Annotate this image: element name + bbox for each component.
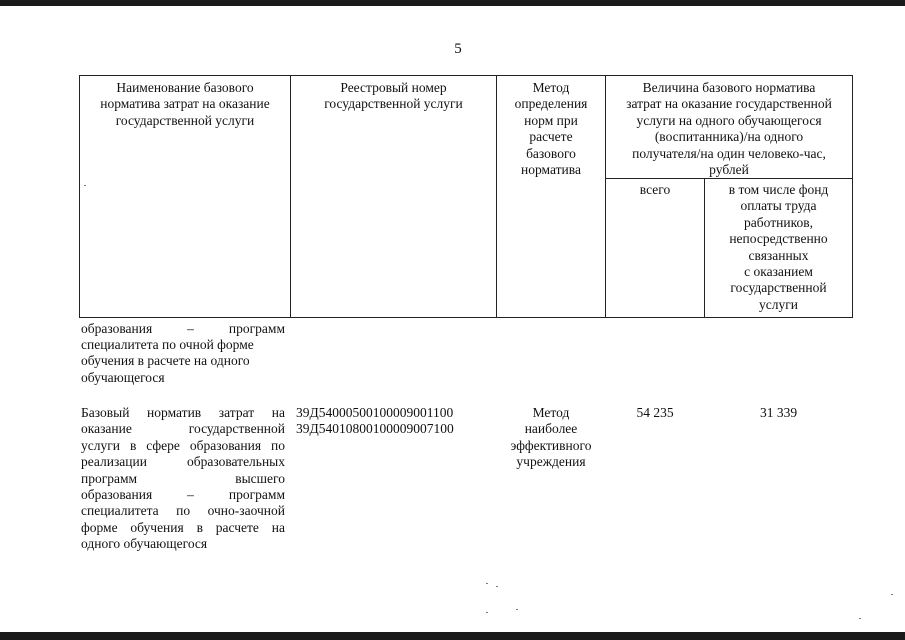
row-registry-numbers: 39Д54000500100009001100 39Д54010800100009007100 xyxy=(296,405,454,437)
scan-top-edge xyxy=(0,0,905,6)
header-service-name: Наименование базового норматива затрат на оказание государственной услуги xyxy=(100,80,270,128)
continuation-line-1: образования – программ xyxy=(81,321,285,336)
col-border-4 xyxy=(704,178,705,318)
row-name-line: реализации образовательных xyxy=(81,454,285,469)
header-normative-value: Величина базового норматива затрат на оказание государственной услуги на одного обучающегося (воспитанника)/на одного получателя/на один человеко-час, рублей xyxy=(626,80,832,178)
row-name-last-line: одного обучающегося xyxy=(81,536,208,551)
scan-speck xyxy=(516,609,518,610)
header-method: Метод определения норм при расчете базового норматива xyxy=(514,80,588,178)
col-border-right xyxy=(852,75,853,318)
row-name-line: Базовый норматив затрат на xyxy=(81,405,285,420)
row-total-value: 54 235 xyxy=(636,405,674,420)
col-border-1 xyxy=(290,75,291,318)
header-total: всего xyxy=(639,182,671,197)
row-name-line: образования – программ xyxy=(81,487,285,502)
scan-speck xyxy=(496,586,498,587)
row-method: Метод наиболее эффективного учреждения xyxy=(510,405,592,470)
row-name-line: форме обучения в расчете на xyxy=(81,520,285,535)
row-name-line: программ высшего xyxy=(81,471,285,486)
scan-bottom-edge xyxy=(0,632,905,640)
table-bottom-border xyxy=(79,317,853,318)
table-top-border xyxy=(79,75,853,76)
scan-speck xyxy=(486,612,488,613)
col-border-3 xyxy=(605,75,606,318)
scan-speck xyxy=(891,594,893,595)
header-including-payroll: в том числе фонд оплаты труда работников, непосредственно связанных с оказанием государственной услуги xyxy=(728,182,829,312)
row-name-line: специалитета по очно-заочной xyxy=(81,503,285,518)
scan-speck xyxy=(84,185,86,186)
col-border-2 xyxy=(496,75,497,318)
col-border-left xyxy=(79,75,80,318)
row-name-line: услуги в сфере образования по xyxy=(81,438,285,453)
continuation-rest: специалитета по очной форме обучения в расчете на одного обучающегося xyxy=(81,337,254,385)
row-payroll-value: 31 339 xyxy=(759,405,798,420)
row-name-line: оказание государственной xyxy=(81,421,285,436)
page-number: 5 xyxy=(454,41,462,57)
scan-speck xyxy=(859,618,861,619)
header-registry-number: Реестровый номер государственной услуги xyxy=(324,80,463,112)
scan-speck xyxy=(486,583,488,584)
